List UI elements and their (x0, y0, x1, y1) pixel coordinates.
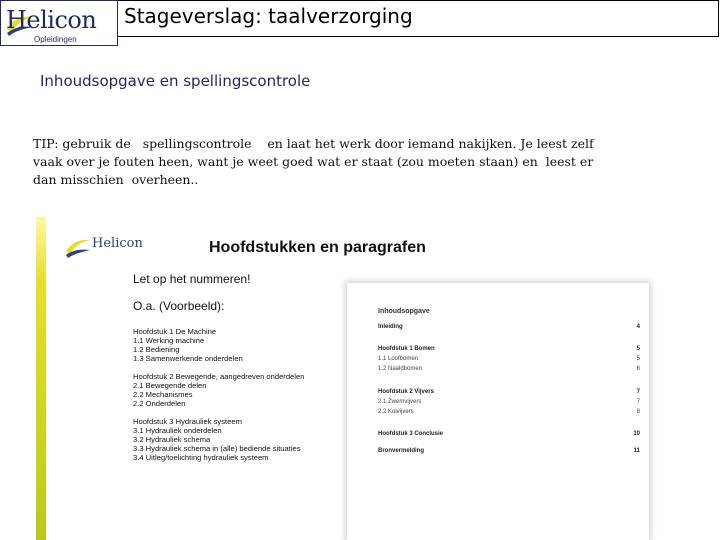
toc-row-page: 10 (633, 431, 640, 437)
chapter-list-item: 3.4 Uitleg/toelichting hydrauliek systeem (133, 453, 269, 462)
list-gap (133, 408, 304, 417)
toc-title: Inhoudsopgave (378, 308, 430, 315)
example-slide-image (36, 217, 720, 540)
toc-row-label: 2.2 Koivijvers (378, 409, 414, 415)
tip-line: vaak over je fouten heen, want je weet goed wat er staat (zou moeten staan) en leest er (33, 154, 594, 169)
toc-row-page: 6 (636, 366, 640, 372)
toc-row-label: 1.2 Naaldbomen (378, 366, 423, 372)
chapter-list-item: 3.2 Hydrauliek schema (133, 435, 211, 444)
title-bar (118, 0, 719, 37)
toc-row-page: 5 (636, 356, 640, 362)
toc-row-page: 5 (636, 346, 640, 352)
yellow-side-bar (36, 217, 46, 540)
chapter-list-item: 1.1 Werking machine (133, 336, 205, 345)
page-title: Stageverslag: taalverzorging (124, 4, 413, 28)
toc-row-page: 4 (636, 324, 640, 330)
section-subtitle: Inhoudsopgave en spellingscontrole (40, 72, 311, 90)
toc-row-label: Hoofdstuk 2 Vijvers (378, 389, 434, 395)
tip-line: dan misschien overheen.. (33, 172, 199, 187)
toc-row-label: 2.1 Zwemvijvers (378, 399, 422, 405)
toc-example-card (347, 283, 649, 540)
toc-row-label: Inleiding (378, 324, 403, 330)
chapter-list-item: 2.2 Mechanismes (133, 390, 193, 399)
chapter-list-item: 2.2 Onderdelen (133, 399, 186, 408)
toc-row-label: Hoofdstuk 3 Conclusie (378, 431, 444, 437)
chapter-list-item: Hoofdstuk 1 De Machine (133, 327, 217, 336)
logo-wordmark: Helicon (6, 6, 97, 34)
toc-row-label: Hoofdstuk 1 Bomen (378, 346, 435, 352)
chapter-list-item: 1.3 Samenwerkende onderdelen (133, 354, 243, 363)
helicon-logo (0, 0, 118, 46)
tip-paragraph (33, 135, 653, 189)
slide-heading: Hoofdstukken en paragrafen (209, 239, 426, 256)
toc-row-label: 1.1 Loofbomen (378, 356, 419, 362)
slide-example-label: O.a. (Voorbeeld): (133, 299, 225, 313)
embedded-logo-wordmark: Helicon (92, 236, 143, 251)
list-gap (133, 363, 304, 372)
toc-row-page: 11 (633, 448, 640, 454)
chapter-list (133, 327, 304, 462)
logo-subtitle: Opleidingen (34, 35, 77, 44)
chapter-list-item: Hoofdstuk 2 Bewegende, aangedreven onderdelen (133, 372, 305, 381)
tip-line: TIP: gebruik de spellingscontrole en laat het werk door iemand nakijken. Je leest zelf (33, 136, 594, 151)
chapter-list-item: Hoofdstuk 3 Hydrauliek systeem (133, 417, 242, 426)
chapter-list-item: 2.1 Bewegende delen (133, 381, 207, 390)
toc-row-page: 7 (636, 389, 640, 395)
toc-row-page: 7 (636, 399, 640, 405)
chapter-list-item: 1.2 Bediening (133, 345, 180, 354)
toc-row-page: 8 (636, 409, 640, 415)
slide-note: Let op het nummeren! (133, 272, 251, 286)
chapter-list-item: 3.1 Hydrauliek onderdelen (133, 426, 222, 435)
toc-row-label: Bronvermelding (378, 448, 425, 454)
chapter-list-item: 3.3 Hydrauliek schema in (alle) bediende situaties (133, 444, 301, 453)
